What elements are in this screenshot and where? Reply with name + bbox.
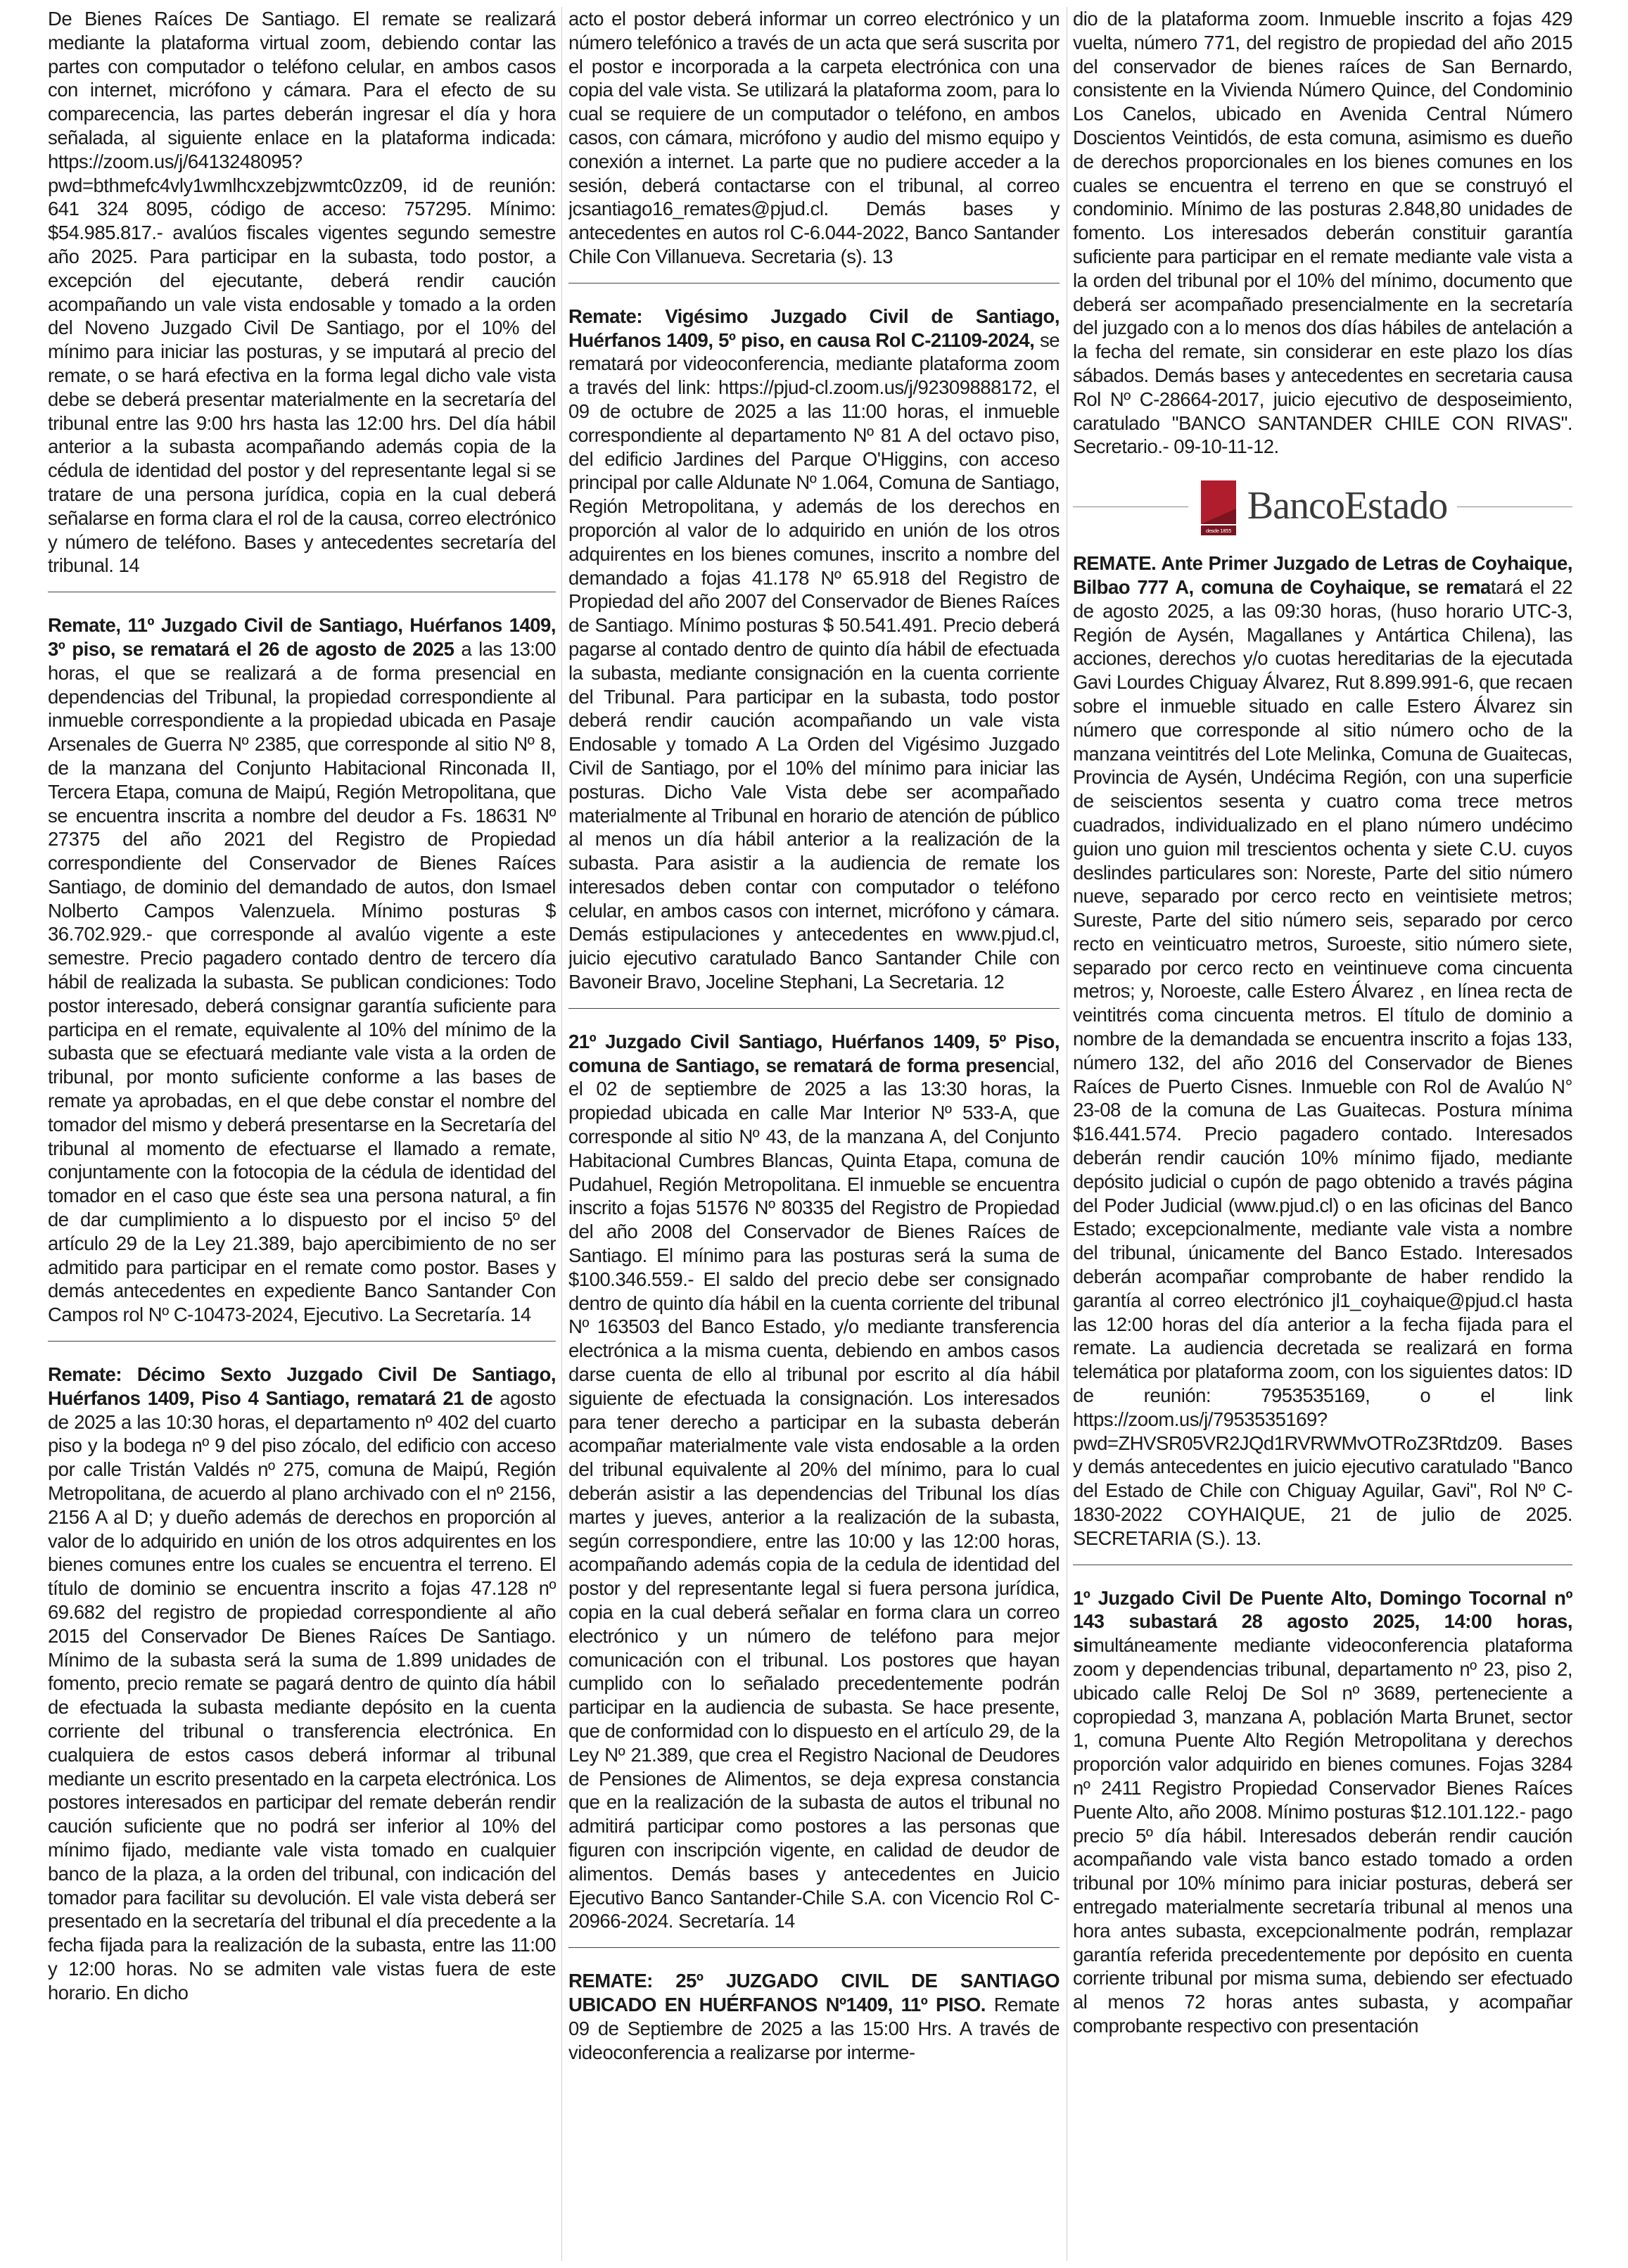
auction-notice — [568, 1030, 1060, 1933]
notice-heading: Remate, 11º Juzgado Civil de Santiago, Huérfanos 1409, 3º piso, se rematará el 26 de agosto de 2025 — [48, 614, 556, 660]
notice-text: De Bienes Raíces De Santiago. El remate se realizará mediante la plataforma virtual zoom, debiendo contar las partes con computador o teléfono celular, en ambos casos con internet, micrófono y cámara. Para el efecto de su comparecencia, las partes deberán ingresar el día y hora señalada, al siguiente enlace en la plataforma indicada: https://zoom.us/j/6413248095?pwd=bthmefc4vly1wmlhcxzebjzwmtc0zz09, id de reunión: 641 324 8095, código de acceso: 757295. Mínimo: $54.985.817.- avalúos fiscales vigentes segundo semestre año 2025. Para participar en la subasta, todo postor, a excepción del ejecutante, deberá rendir caución acompañando un vale vista endosable y tomado a la orden del Noveno Juzgado Civil De Santiago, por el 10% del mínimo para iniciar las posturas, y se imputará al precio del remate, o se hará efectiva en la forma legal dicho vale vista debe se deberá presentar materialmente en la secretaría del tribunal entre las 9:00 hrs hasta las 12:00 hrs. Del día hábil anterior a la subasta acompañando además copia de la cédula de identidad del postor y del representante legal si se tratare de una persona jurídica, copia en la cual deberá señalarse en forma clara el rol de la causa, correo electrónico y número de teléfono. Bases y antecedentes secretaría del tribunal. 14 — [48, 8, 556, 577]
auction-notice — [1073, 1586, 1572, 2038]
notice-text: cial, el 02 de septiembre de 2025 a las 13:30 horas, la propiedad ubicada en calle Mar Interior Nº 533-A, que corresponde al sitio Nº 43, de la manzana A, del Conjunto Habitacional Cumbres Blancas, Quinta Etapa, comuna de Pudahuel, Región Metropolitana. El inmueble se encuentra inscrito a fojas 51576 Nº 80335 del Registro de Propiedad del año 2008 del Conservador de Bienes Raíces de Santiago. El mínimo para las posturas será la suma de $100.346.559.- El saldo del precio debe ser consignado dentro de quinto día hábil en la cuenta corriente del tribunal Nº 163503 del Banco Estado, y/o mediante transferencia electrónica a la misma cuenta, debiendo en ambos casos darse cuenta de ello al tribunal por escrito al día hábil siguiente de efectuada la consignación. Los interesados para tener derecho a participar en la subasta deberán acompañar materialmente vale vista endosable a la orden del tribunal equivalente al 20% del mínimo, para lo cual deberán asistir a las dependencias del Tribunal los días martes y jueves, anterior a la realización de la subasta, según correspondiere, entre las 10:00 y las 12:00 horas, acompañando además copia de la cedula de identidad del postor y del representante legal si fuera persona jurídica, copia en la cual deberá señalar en forma clara un correo electrónico y un número de teléfono para mejor comunicación con el tribunal. Los postores que hayan cumplido con lo señalado precedentemente podrán participar en la audiencia de subasta. Se hace presente, que de conformidad con lo dispuesto en el artículo 29, de la Ley Nº 21.389, que crea el Registro Nacional de Deudores de Pensiones de Alimentos, se deja expresa constancia que en la realización de la subasta de autos el tribunal no admitirá participar como postores a las personas que figuren con inscripción vigente, en calidad de deudor de alimentos. Demás bases y antecedentes en Juicio Ejecutivo Banco Santander-Chile S.A. con Vicencio Rol C-20966-2024. Secretaría. 14 — [568, 1054, 1060, 1932]
bancoestado-logo — [1073, 474, 1572, 539]
auction-notice — [48, 7, 556, 578]
notice-text: agosto de 2025 a las 10:30 horas, el departamento nº 402 del cuarto piso y la bodega nº 9 del piso zócalo, del edificio con acceso por calle Tristán Valdés nº 275, comuna de Maipú, Región Metropolitana, de acuerdo al plano archivado con el nº 2156, 2156 A al D; y dueño además de derechos en proporción al valor de lo adquirido en unión de los otros adquirentes en los bienes comunes entre los cuales se encuentra el terreno. El título de dominio se encuentra inscrito a fojas 47.128 nº 69.682 del registro de propiedad correspondiente al año 2015 del Conservador De Bienes Raíces De Santiago. Mínimo de la subasta será la suma de 1.899 unidades de fomento, precio remate se pagará dentro de quinto día hábil de efectuada la subasta mediante depósito en la cuenta corriente del tribunal o transferencia electrónica. En cualquiera de estos casos deberá informar al tribunal mediante un escrito presentado en la carpeta electrónica. Los postores interesados en participar del remate deberán rendir caución suficiente que no podrá ser inferior al 10% del mínimo fijado, mediante vale vista tomado en cualquier banco de la plaza, a la orden del tribunal, con indicación del tomador para facilitar su devolución. El vale vista deberá ser presentado en la secretaría del tribunal el día precedente a la fecha fijada para la realización de la subasta, entre las 11:00 y 12:00 horas. No se admiten vale vistas fuera de este horario. En dicho — [48, 1387, 556, 2003]
notice-heading: Remate: Vigésimo Juzgado Civil de Santiago, Huérfanos 1409, 5º piso, en causa Rol C-21109-2024, — [568, 305, 1060, 351]
notice-body — [568, 1030, 1060, 1933]
auction-notice — [1073, 552, 1572, 1550]
column-rule — [561, 7, 562, 2261]
bank-mark-icon — [1198, 476, 1239, 537]
auction-notice — [48, 1363, 556, 2005]
column-3 — [1073, 7, 1572, 2264]
auction-notice — [568, 7, 1060, 269]
notice-text: se rematará por videoconferencia, mediante plataforma zoom a través del link: https://pjud-cl.zoom.us/j/92309888172, el 09 de octubre de 2025 a las 11:00 horas, el inmueble correspondiente al departamento Nº 81 A del octavo piso, del edificio Jardines del Parque O'Higgins, con acceso principal por calle Aldunate Nº 1.064, Comuna de Santiago, Región Metropolitana, y además de los derechos en proporción al valor de lo adquirido en unión de los otros adquirentes en los bienes comunes, inscrito a nombre del demandado a fojas 41.178 Nº 65.918 del Registro de Propiedad del año 2007 del Conservador de Bienes Raíces de Santiago. Mínimo posturas $ 50.541.491. Precio deberá pagarse al contado dentro de quinto día hábil de efectuada la subasta, mediante consignación en la cuenta corriente del Tribunal. Para participar en la subasta, todo postor deberá rendir caución acompañando un vale vista Endosable y tomado A La Orden del Vigésimo Juzgado Civil de Santiago, por el 10% del mínimo para iniciar las posturas. Dicho Vale Vista debe ser acompañado materialmente al Tribunal en horario de atención de público al menos un día hábil anterior a la realización de la subasta. Para asistir a la audiencia de remate los interesados deben contar con computador o teléfono celular, en ambos casos con internet, micrófono y cámara. Demás estipulaciones y antecedentes en www.pjud.cl, juicio ejecutivo caratulado Banco Santander Chile con Bavoneir Bravo, Joceline Stephani, La Secretaria. 12 — [568, 329, 1060, 993]
notice-text: dio de la plataforma zoom. Inmueble inscrito a fojas 429 vuelta, número 771, del registro de propiedad del año 2015 del conservador de bienes raíces de San Bernardo, consistente en la Vivienda Número Quince, del Condominio Los Canelos, ubicado en Avenida Central Número Doscientos Veintidós, de esta comuna, asimismo es dueño de derechos proporcionales en los bienes comunes en los cuales se encuentra el terreno en que se construyó el condominio. Mínimo de las posturas 2.848,80 unidades de fomento. Los interesados deberán constituir garantía suficiente para participar en el remate mediante vale vista a la orden del tribunal por el 10% del mínimo, documento que deberá ser acompañado presencialmente en la secretaría del juzgado con a lo menos dos días hábiles de antelación a la fecha del remate, sin considerar en este plazo los días sábados. Demás bases y antecedentes en secretaria causa Rol Nº C-28664-2017, juicio ejecutivo de desposeimiento, caratulado "BANCO SANTANDER CHILE CON RIVAS". Secretario.- 09-10-11-12. — [1073, 8, 1572, 458]
notice-divider — [568, 1008, 1060, 1009]
notice-text: acto el postor deberá informar un correo electrónico y un número telefónico a través de un acta que será suscrita por el postor e incorporada a la carpeta electrónica con una copia del vale vista. Se utilizará la plataforma zoom, para lo cual se requiere de un computador o teléfono, en ambos casos, con cámara, micrófono y audio del mismo equipo y conexión a internet. La parte que no pudiere acceder a la sesión, deberá contactarse con el tribunal, al correo jcsantiago16_remates@pjud.cl. Demás bases y antecedentes en autos rol C-6.044-2022, Banco Santander Chile Con Villanueva. Secretaria (s). 13 — [568, 8, 1060, 267]
notice-body — [1073, 552, 1572, 1550]
logo-mark-caption: desde 1855 — [1205, 528, 1231, 535]
notice-divider — [568, 283, 1060, 284]
notice-body — [48, 613, 556, 1327]
notice-divider — [568, 1947, 1060, 1948]
notice-text: tará el 22 de agosto 2025, a las 09:30 horas, (huso horario UTC-3, Región de Aysén, Magallanes y Antártica Chilena), las acciones, derechos y/o cuotas hereditarias de la ejecutada Gavi Lourdes Chiguay Álvarez, Rut 8.899.991-6, que recaen sobre el inmueble situado en calle Estero Álvarez sin número que corresponde al sitio número ocho de la manzana veintitrés del Lote Melinka, Comuna de Guaitecas, Provincia de Aysén, Undécima Región, con una superficie de seiscientos sesenta y cuatro coma trece metros cuadrados, individualizado en el plano número undécimo guion uno guion mil trescientos ochenta y siete C.U. cuyos deslindes particulares son: Noreste, Parte del sitio número nueve, separado por cerco recto en veintisiete metros; Sureste, Parte del sitio número seis, separado por cerco recto en veinticuatro metros, Suroeste, sitio número siete, separado por cerco recto en veintinueve coma cincuenta metros; y, Noroeste, calle Estero Álvarez , en línea recta de veintitrés coma cincuenta metros. El título de dominio a nombre de la demandada se encuentra inscrito a fojas 133, número 132, del año 2016 del Conservador de Bienes Raíces de Puerto Cisnes. Inmueble con Rol de Avalúo N° 23-08 de la comuna de Las Guaitecas. Postura mínima $16.441.574. Precio pagadero contado. Interesados deberán rendir caución 10% mínimo fijado, mediante depósito judicial o cupón de pago obtenido a través página del Poder Judicial (www.pjud.cl) o en las oficinas del Banco Estado; excepcionalmente, mediante vale vista a nombre del tribunal, únicamente del Banco Estado. Interesados deberán acompañar comprobante de haber rendido la garantía al correo electrónico jl1_coyhaique@pjud.cl hasta las 12:00 horas del día anterior a la fecha fijada para el remate. La audiencia decretada se realizará en forma telemática por plataforma zoom, con los siguientes datos: ID de reunión: 7953535169, o el link https://zoom.us/j/7953535169?pwd=ZHVSR05VR2JQd1RVRWMvOTRoZ3Rtdz09. Bases y demás antecedentes en juicio ejecutivo caratulado "Banco del Estado de Chile con Chiguay Aguilar, Gavi", Rol Nº C-1830-2022 COYHAIQUE, 21 de julio de 2025. SECRETARIA (S.). 13. — [1073, 575, 1572, 1549]
column-2 — [568, 7, 1060, 2264]
notice-body — [568, 1969, 1060, 2064]
auction-notice — [1073, 7, 1572, 459]
auction-notice — [48, 613, 556, 1327]
logo-wordmark: BancoEstado — [1247, 484, 1448, 528]
notice-body — [1073, 1586, 1572, 2038]
notice-heading: REMATE: 25º JUZGADO CIVIL DE SANTIAGO UBICADO EN HUÉRFANOS Nº1409, 11º PISO. — [568, 1970, 1060, 2015]
notice-heading: 21º Juzgado Civil Santiago, Huérfanos 1409, 5º Piso, comuna de Santiago, se rematará de forma presen — [568, 1030, 1060, 1076]
notice-text: Remate 09 de Septiembre de 2025 a las 15:00 Hrs. A través de videoconferencia a realizarse por interme- — [568, 1993, 1060, 2063]
column-1 — [48, 7, 556, 2264]
notice-body — [48, 1363, 556, 2005]
notice-divider — [48, 1341, 556, 1342]
notice-body — [568, 7, 1060, 269]
notice-text: multáneamente mediante videoconferencia plataforma zoom y dependencias tribunal, departamento nº 23, piso 2, ubicado calle Reloj De Sol nº 3689, perteneciente a copropiedad 3, manzana A, población Marta Brunet, sector 1, comuna Puente Alto Región Metropolitana y derechos proporción valor adquirido en bienes comunes. Fojas 3284 nº 2411 Registro Propiedad Conservador Bienes Raíces Puente Alto, año 2008. Mínimo posturas $12.101.122.- pago precio 5º día hábil. Interesados deberán rendir caución acompañando vale vista banco estado tomado a orden tribunal por 10% mínimo para iniciar posturas, deberá ser entregado materialmente secretaría tribunal al menos una hora antes subasta, excepcionalmente podrán, remplazar garantía referida precedentemente por depósito en cuenta corriente tribunal por misma suma, debiendo ser efectuado al menos 72 horas antes subasta, y acompañar comprobante respectivo con presentación — [1073, 1634, 1572, 2037]
notice-text: a las 13:00 horas, el que se realizará a de forma presencial en dependencias del Tribunal, la propiedad correspondiente al inmueble correspondiente a la propiedad ubicada en Pasaje Arsenales de Guerra Nº 2385, que corresponde al sitio Nº 8, de la manzana del Conjunto Habitacional Rinconada II, Tercera Etapa, comuna de Maipú, Región Metropolitana, que se encuentra inscrita a nombre del deudor a Fs. 18631 Nº 27375 del año 2021 del Registro de Propiedad correspondiente del Conservador de Bienes Raíces Santiago, de dominio del demandado de autos, don Ismael Nolberto Campos Valenzuela. Mínimo posturas $ 36.702.929.- que corresponde al avalúo vigente a este semestre. Precio pagadero contado dentro de tercero día hábil de realizada la subasta. Se publican condiciones: Todo postor interesado, deberá consignar garantía suficiente para participa en el remate, equivalente al 10% del mínimo de la subasta que se efectuará mediante vale vista a la orden de tribunal, por monto suficiente conforme a las bases de remate ya aprobadas, en el que debe constar el nombre del tomador del mismo y deberá presentarse en la Secretaría del tribunal al momento de efectuarse el llamado a remate, conjuntamente con la fotocopia de la cédula de identidad del tomador en el caso que éste sea una persona natural, a fin de dar cumplimiento a lo dispuesto por el inciso 5º del artículo 29 de la Ley 21.389, bajo apercibimiento de no ser admitido para participar en el remate como postor. Bases y demás antecedentes en expediente Banco Santander Con Campos rol Nº C-10473-2024, Ejecutivo. La Secretaría. 14 — [48, 637, 556, 1326]
notice-body — [1073, 7, 1572, 459]
logo-lockup — [1188, 476, 1457, 537]
notice-body — [48, 7, 556, 578]
notice-heading: REMATE. Ante Primer Juzgado de Letras de Coyhaique, Bilbao 777 A, comuna de Coyhaique, se rema — [1073, 552, 1572, 598]
auction-notice — [568, 305, 1060, 994]
notice-heading: 1º Juzgado Civil De Puente Alto, Domingo Tocornal nº 143 subastará 28 agosto 2025, 14:00 horas, si — [1073, 1586, 1572, 1657]
notice-heading: Remate: Décimo Sexto Juzgado Civil De Santiago, Huérfanos 1409, Piso 4 Santiago, rematará 21 de — [48, 1363, 556, 1409]
notice-body — [568, 305, 1060, 994]
auction-notice — [568, 1969, 1060, 2064]
